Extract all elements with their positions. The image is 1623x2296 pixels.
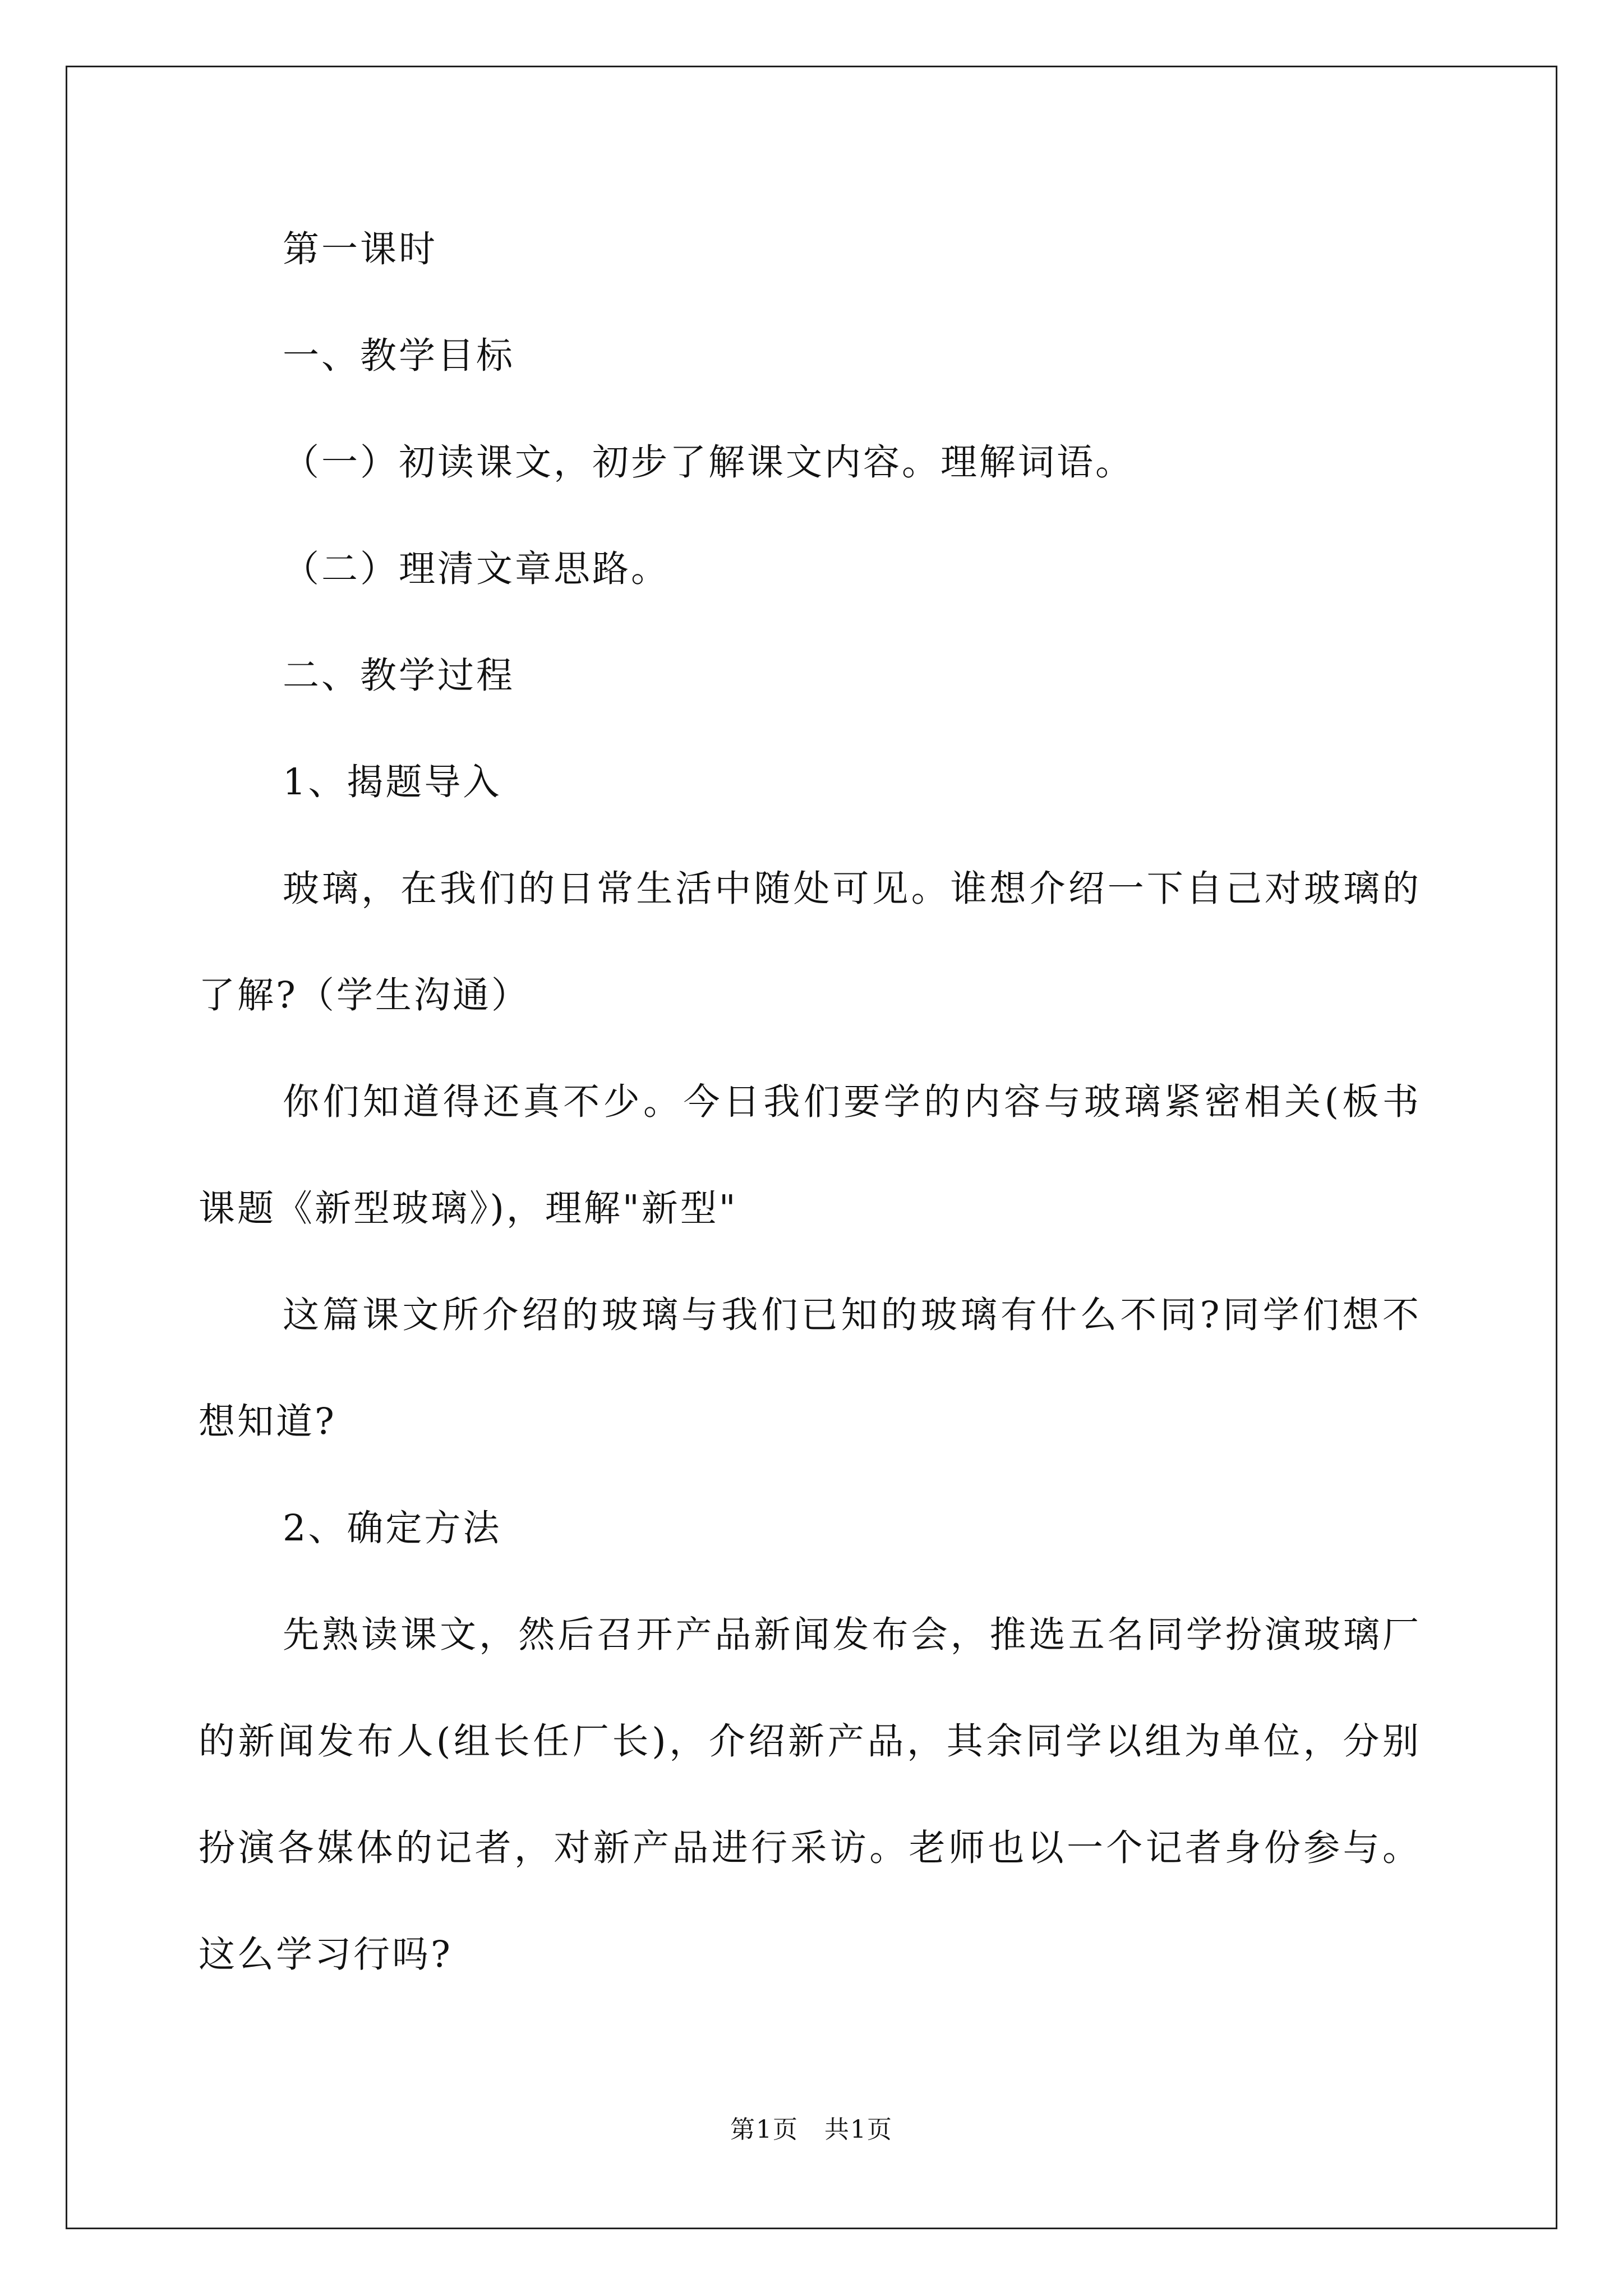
- objective-1: （一）初读课文，初步了解课文内容。理解词语。: [283, 441, 1135, 484]
- page-footer: 第1页 共1页: [730, 2115, 893, 2144]
- paragraph-question: 这篇课文所介绍的玻璃与我们已知的玻璃有什么不同?同学们想不想知道?: [199, 1294, 1421, 1443]
- heading-process: 二、教学过程: [283, 655, 515, 697]
- step-1-heading: 1、揭题导入: [283, 761, 502, 803]
- heading-objectives: 一、教学目标: [283, 335, 515, 377]
- document-body: [199, 196, 1421, 2008]
- paragraph-intro: 玻璃，在我们的日常生活中随处可见。谁想介绍一下自己对玻璃的了解?（学生沟通）: [199, 868, 1421, 1016]
- step-2-heading: 2、确定方法: [283, 1507, 502, 1549]
- objective-2: （二）理清文章思路。: [283, 548, 670, 590]
- heading-lesson: 第一课时: [283, 228, 438, 270]
- paragraph-topic: 你们知道得还真不少。今日我们要学的内容与玻璃紧密相关(板书课题《新型玻璃》)，理解"新型": [199, 1081, 1421, 1230]
- paragraph-method: 先熟读课文，然后召开产品新闻发布会，推选五名同学扮演玻璃厂的新闻发布人(组长任厂长)，介绍新产品，其余同学以组为单位，分别扮演各媒体的记者，对新产品进行采访。老师也以一个记者身份参与。这么学习行吗?: [199, 1614, 1421, 1976]
